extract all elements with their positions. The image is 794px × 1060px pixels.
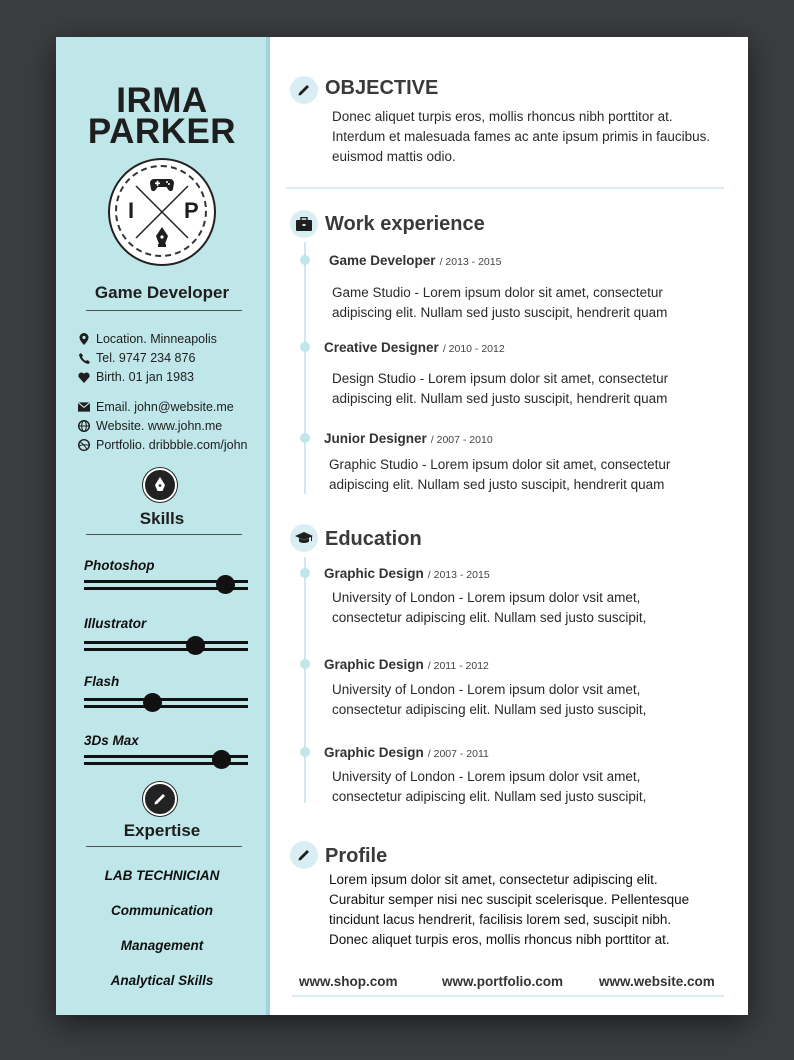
pen-nib-icon xyxy=(154,226,170,248)
dribbble-icon xyxy=(78,439,90,451)
expertise-item: Analytical Skills xyxy=(110,973,214,988)
contact-phone-text: Tel. 9747 234 876 xyxy=(96,351,196,365)
contact-birth xyxy=(78,368,194,386)
monogram-badge xyxy=(108,158,216,266)
work-item-description: Graphic Studio - Lorem ipsum dolor sit amet, consectetur adipiscing elit. Nullam sed justo suscipit, hendrerit quam xyxy=(329,457,671,492)
profile-line: Lorem ipsum dolor sit amet, consectetur adipiscing elit. xyxy=(329,872,658,887)
heart-icon xyxy=(78,371,90,383)
profile-title: Profile xyxy=(325,845,388,867)
expertise-item: LAB TECHNICIAN xyxy=(104,868,220,883)
education-item-years: / 2013 - 2015 xyxy=(427,569,490,581)
education-item-title: Graphic Design / 2013 - 2015 xyxy=(324,566,490,581)
first-name: IRMA xyxy=(116,81,208,120)
skill-label: Flash xyxy=(84,674,120,689)
objective-line: euismod mattis odio. xyxy=(332,149,456,164)
skill-bar xyxy=(84,698,248,708)
phone-icon xyxy=(78,352,90,364)
work-timeline-line xyxy=(304,242,306,494)
globe-icon xyxy=(78,420,90,432)
skill-label: Photoshop xyxy=(84,558,155,573)
education-item-description: University of London - Lorem ipsum dolor vsit amet, consectetur adipiscing elit. Nullam sed justo suscipit, xyxy=(332,769,647,804)
expertise-title: Expertise xyxy=(123,821,201,840)
work-item-title: Junior Designer / 2007 - 2010 xyxy=(324,431,493,446)
skill-knob xyxy=(143,693,162,712)
expertise-divider xyxy=(86,846,242,847)
work-item-years: / 2010 - 2012 xyxy=(442,343,505,355)
pencil-icon xyxy=(143,782,177,816)
timeline-dot xyxy=(300,568,310,578)
graduation-cap-icon xyxy=(290,524,318,552)
skill-knob xyxy=(216,575,235,594)
footer-link-portfolio[interactable]: www.portfolio.com xyxy=(442,974,563,989)
objective-line: Donec aliquet turpis eros, mollis rhoncus nibh porttitor at. xyxy=(332,109,673,124)
work-item-years: / 2013 - 2015 xyxy=(439,256,502,268)
gamepad-icon xyxy=(150,176,174,192)
skill-bar xyxy=(84,641,248,651)
footer-link-website[interactable]: www.website.com xyxy=(599,974,715,989)
monogram-initial-left: I xyxy=(128,198,135,223)
work-experience-title: Work experience xyxy=(325,213,485,235)
skill-bar xyxy=(84,755,248,765)
resume-page xyxy=(56,37,748,1015)
contact-email[interactable] xyxy=(78,398,234,416)
contact-location xyxy=(78,330,217,348)
timeline-dot xyxy=(300,342,310,352)
education-title: Education xyxy=(325,528,422,550)
skills-divider xyxy=(86,534,242,535)
objective-title: OBJECTIVE xyxy=(325,77,439,99)
profile-line: Curabitur semper nisi nec suscipit scelerisque. Pellentesque xyxy=(329,892,690,907)
education-item-title: Graphic Design / 2011 - 2012 xyxy=(324,657,489,672)
profile-text xyxy=(329,870,689,950)
work-item-description: Design Studio - Lorem ipsum dolor sit amet, consectetur adipiscing elit. Nullam sed justo suscipit, hendrerit quam xyxy=(332,371,669,406)
contact-email-text[interactable]: Email. john@website.me xyxy=(96,400,234,414)
job-role-title: Game Developer xyxy=(94,283,230,302)
work-item-title: Creative Designer / 2010 - 2012 xyxy=(324,340,505,355)
skill-label: Illustrator xyxy=(84,616,147,631)
education-item-description: University of London - Lorem ipsum dolor vsit amet, consectetur adipiscing elit. Nullam sed justo suscipit, xyxy=(332,682,647,717)
contact-portfolio-text[interactable]: Portfolio. dribbble.com/john xyxy=(96,438,248,452)
objective-line: Interdum et malesuada fames ac ante ipsum primis in faucibus. xyxy=(332,129,711,144)
contact-phone xyxy=(78,349,195,367)
skill-label: 3Ds Max xyxy=(84,733,139,748)
envelope-icon xyxy=(78,401,90,413)
footer-link-shop[interactable]: www.shop.com xyxy=(299,974,398,989)
work-item-years: / 2007 - 2010 xyxy=(430,434,493,446)
skill-knob xyxy=(186,636,205,655)
skills-title: Skills xyxy=(139,509,185,528)
sidebar-border xyxy=(266,37,270,1015)
profile-line: Donec aliquet turpis eros, mollis rhoncus nibh porttitor at. xyxy=(329,932,670,947)
education-item-title: Graphic Design / 2007 - 2011 xyxy=(324,745,489,760)
pen-tool-icon xyxy=(143,468,177,502)
objective-text xyxy=(332,107,710,167)
location-pin-icon xyxy=(78,333,90,345)
monogram-initial-right: P xyxy=(184,198,199,223)
skill-knob xyxy=(212,750,231,769)
timeline-dot xyxy=(300,659,310,669)
footer-divider xyxy=(292,995,724,997)
profile-line: tincidunt lacus hendrerit, facilisis lorem sed, suscipit nibh. xyxy=(329,912,672,927)
work-item-title: Game Developer / 2013 - 2015 xyxy=(329,253,502,268)
timeline-dot xyxy=(300,433,310,443)
contact-website[interactable] xyxy=(78,417,222,435)
briefcase-icon xyxy=(290,210,318,238)
timeline-dot xyxy=(300,747,310,757)
contact-website-text[interactable]: Website. www.john.me xyxy=(96,419,223,433)
last-name: PARKER xyxy=(87,112,237,151)
education-item-years: / 2011 - 2012 xyxy=(427,660,489,672)
expertise-item: Communication xyxy=(110,903,213,918)
expertise-item: Management xyxy=(120,938,204,953)
objective-pencil-icon xyxy=(290,76,318,104)
contact-birth-text: Birth. 01 jan 1983 xyxy=(96,370,194,384)
timeline-dot xyxy=(300,255,310,265)
education-timeline-line xyxy=(304,557,306,803)
education-item-years: / 2007 - 2011 xyxy=(427,748,489,760)
contact-location-text: Location. Minneapolis xyxy=(96,332,217,346)
role-divider xyxy=(86,310,242,311)
section-divider xyxy=(286,187,724,189)
education-item-description: University of London - Lorem ipsum dolor vsit amet, consectetur adipiscing elit. Nullam sed justo suscipit, xyxy=(332,590,647,625)
skill-bar xyxy=(84,580,248,590)
work-item-description: Game Studio - Lorem ipsum dolor sit amet, consectetur adipiscing elit. Nullam sed justo suscipit, hendrerit quam xyxy=(332,285,668,320)
contact-portfolio[interactable] xyxy=(78,436,247,454)
profile-pencil-icon xyxy=(290,841,318,869)
